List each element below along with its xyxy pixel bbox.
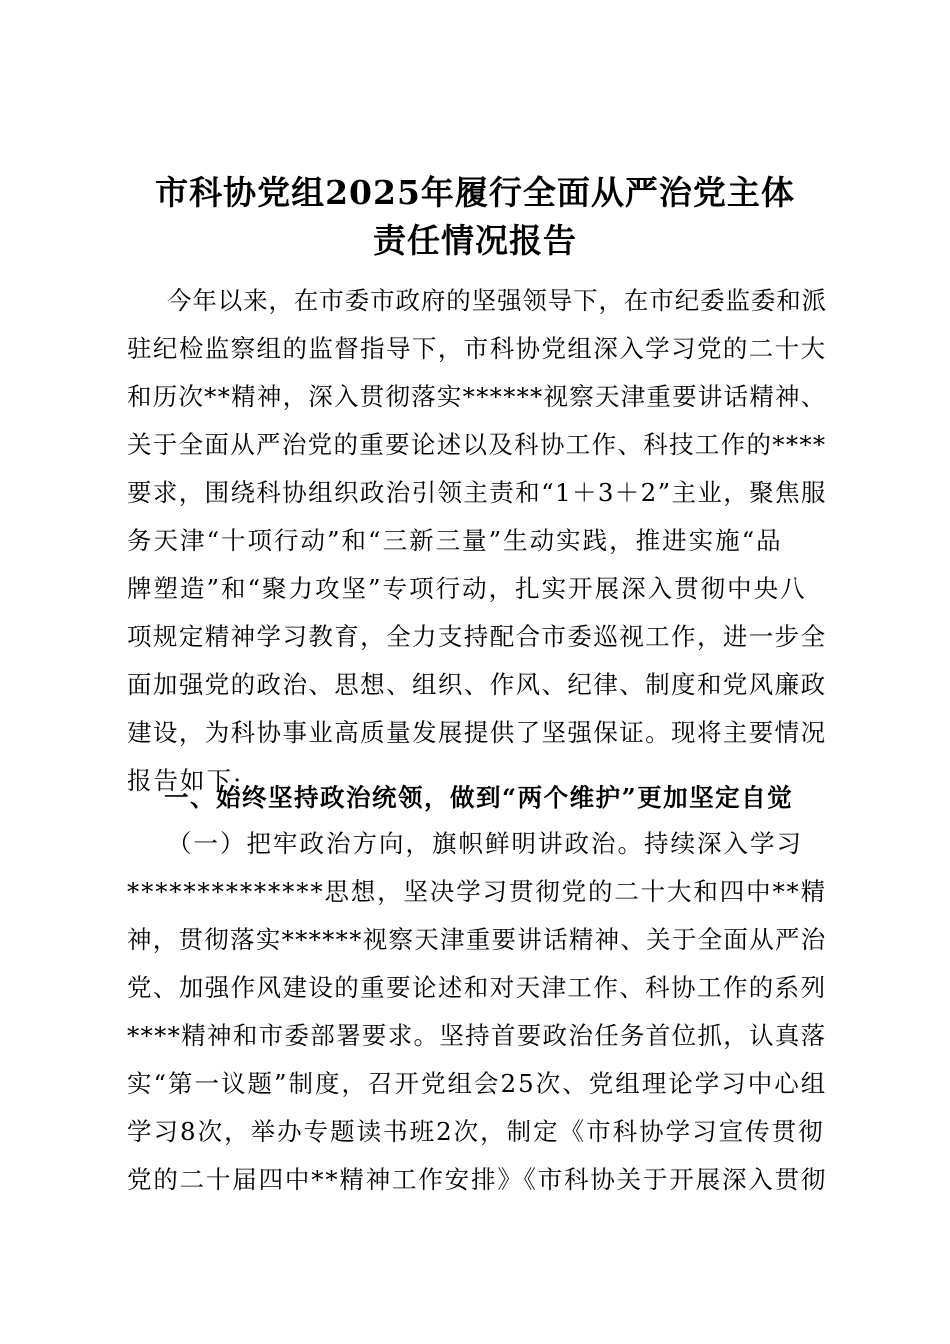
- paragraph-line: 学习8次，举办专题读书班2次，制定《市科协学习宣传贯彻: [127, 1117, 825, 1146]
- paragraph-line: 牌塑造”和“聚力攻坚”专项行动，扎实开展深入贯彻中央八: [127, 574, 807, 603]
- paragraph-line: 实“第一议题”制度，召开党组会25次、党组理论学习中心组: [127, 1069, 828, 1098]
- section-paragraph: [127, 820, 827, 1204]
- paragraph-line: 务天津“十项行动”和“三新三量”生动实践，推进实施“品: [127, 526, 783, 555]
- document-title-line-1: 市科协党组2025年履行全面从严治党主体: [155, 173, 795, 212]
- paragraph-line: 神，贯彻落实******视察天津重要讲话精神、关于全面从严治: [127, 925, 827, 954]
- paragraph-line: 报告如下:: [127, 766, 244, 795]
- paragraph-line: ****精神和市委部署要求。坚持首要政治任务首位抓，认真落: [127, 1021, 827, 1050]
- paragraph-line: 关于全面从严治党的重要论述以及科协工作、科技工作的****: [127, 430, 827, 459]
- paragraph-line: 面加强党的政治、思想、组织、作风、纪律、制度和党风廉政: [127, 670, 827, 699]
- paragraph-line: 建设，为科协事业高质量发展提供了坚强保证。现将主要情况: [127, 718, 827, 747]
- paragraph-line: **************思想，坚决学习贯彻党的二十大和四中**精: [127, 877, 827, 906]
- intro-paragraph: [127, 277, 827, 805]
- paragraph-line: 党的二十届四中**精神工作安排》《市科协关于开展深入贯彻: [127, 1165, 828, 1194]
- paragraph-line: 今年以来，在市委市政府的坚强领导下，在市纪委监委和派: [167, 286, 827, 315]
- paragraph-line: 和历次**精神，深入贯彻落实******视察天津重要讲话精神、: [127, 382, 827, 411]
- paragraph-line: 项规定精神学习教育，全力支持配合市委巡视工作，进一步全: [127, 622, 827, 651]
- paragraph-line: 党、加强作风建设的重要论述和对天津工作、科协工作的系列: [127, 973, 827, 1002]
- paragraph-line: 驻纪检监察组的监督指导下，市科协党组深入学习党的二十大: [127, 334, 827, 363]
- section-heading: 一、始终坚持政治统领，做到“两个维护”更加坚定自觉: [164, 783, 794, 812]
- paragraph-line: （一）把牢政治方向，旗帜鲜明讲政治。持续深入学习: [167, 829, 803, 858]
- document-title-line-2: 责任情况报告: [373, 221, 577, 260]
- paragraph-line: 要求，围绕科协组织政治引领主责和“1＋3＋2”主业，聚焦服: [127, 478, 827, 507]
